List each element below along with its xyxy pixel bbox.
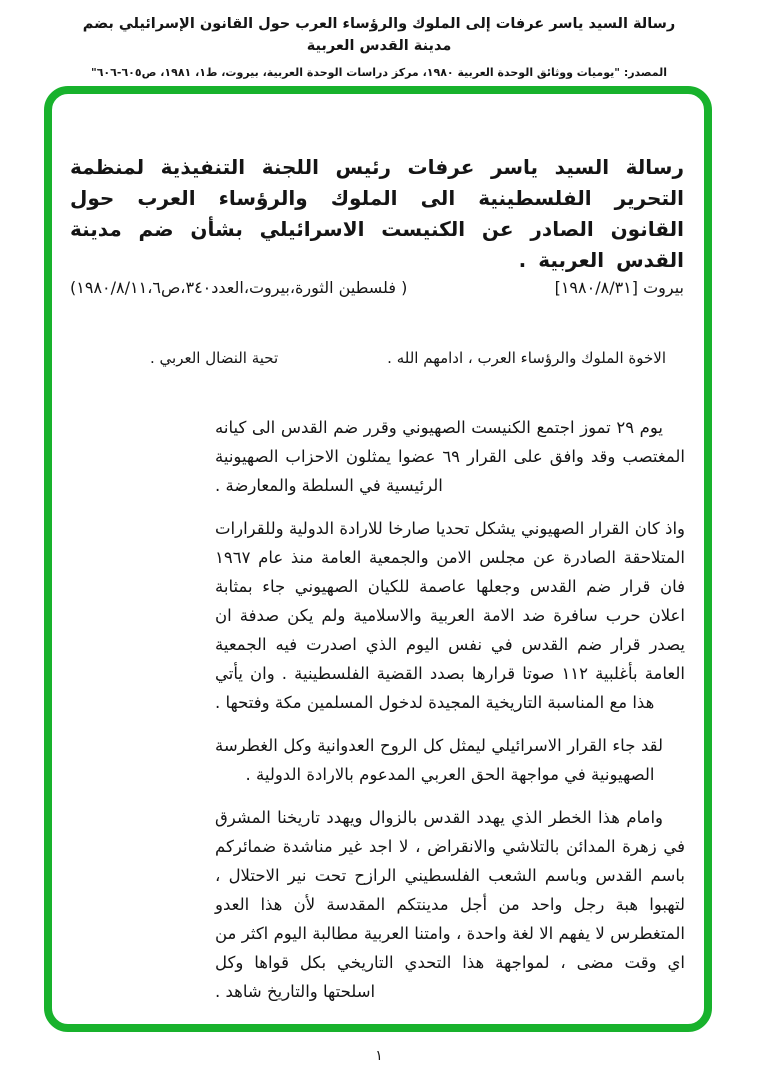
- letter-dateline: [70, 278, 684, 297]
- letter-salutation-row: [52, 341, 666, 367]
- green-frame: [44, 86, 712, 1032]
- letter-source-ref: ( فلسطين الثورة،بيروت،العدد٣٤٠،ص٦،‏١٩٨٠/٨/١١): [70, 278, 408, 297]
- letter-paragraph-3: لقد جاء القرار الاسرائيلي ليمثل كل الروح العدوانية وكل الغطرسة الصهيونية في مواجهة الحق العربي المدعوم بالارادة الدولية .: [215, 736, 663, 784]
- letter-salutation: الاخوة الملوك والرؤساء العرب ، ادامهم الله .: [387, 349, 666, 367]
- header-title: رسالة السيد ياسر عرفات إلى الملوك والرؤساء العرب حول القانون الإسرائيلي بضم مدينة القدس العربية: [82, 16, 676, 54]
- page-header: [0, 13, 758, 81]
- letter-paragraph-2: واذ كان القرار الصهيوني يشكل تحديا صارخا للارادة الدولية وللقرارات المتلاحقة الصادرة عن مجلس الامن والجمعية العامة منذ عام ١٩٦٧ فان قرار ضم القدس وجعلها عاصمة للكيان الصهيوني جاء بمثابة اعلان حرب سافرة ضد الامة العربية والاسلامية ولم يكن صدفة ان يصدر قرار ضم القدس في نفس اليوم الذي اصدرت فيه الجمعية العامة بأغلبية ١١٢ صوتا قرارها بصدد القضية الفلسطينية . وان يأتي هذا مع المناسبة التاريخية المجيدة لدخول المسلمين مكة وفتحها .: [215, 519, 685, 712]
- letter-heading: رسالة السيد ياسر عرفات رئيس اللجنة التنفيذية لمنظمة التحرير الفلسطينية الى الملوك والرؤساء العرب حول القانون الصادر عن الكنيست الاسرائيلي بشأن ضم مدينة القدس العربية .: [70, 155, 684, 272]
- header-source-line: المصدر: "يوميات ووثائق الوحدة العربية ١٩٨٠، مركز دراسات الوحدة العربية، بيروت، ط١، ١٩٨١، ص٦٠٥-٦٠٦": [90, 66, 668, 79]
- letter-body: [215, 413, 685, 1006]
- letter-greeting: تحية النضال العربي .: [150, 349, 279, 367]
- letter-paragraph-4: وامام هذا الخطر الذي يهدد القدس بالزوال ويهدد تاريخنا المشرق في زهرة المدائن بالتلاشي والانقراض ، لا اجد غير مناشدة ضمائركم باسم القدس وباسم الشعب الفلسطيني الرازح تحت نير الاحتلال ، لتهبوا هبة رجل واحد من أجل مدينتكم المقدسة لأن هذا العدو المتغطرس لا يفهم الا لغة واحدة ، وامتنا العربية مطالبة اليوم اكثر من اي وقت مضى ، لمواجهة هذا التحدي التاريخي بكل قواها وكل اسلحتها والتاريخ شاهد .: [215, 808, 685, 1001]
- letter-paragraph-1: يوم ٢٩ تموز اجتمع الكنيست الصهيوني وقرر ضم القدس الى كيانه المغتصب وقد وافق على القرار ٦٩ عضوا يمثلون الاحزاب الصهيونية الرئيسية في السلطة والمعارضة .: [215, 418, 685, 495]
- letter-place-date: بيروت [١٩٨٠/٨/٣١]: [554, 278, 684, 297]
- page-number: ١: [375, 1048, 383, 1064]
